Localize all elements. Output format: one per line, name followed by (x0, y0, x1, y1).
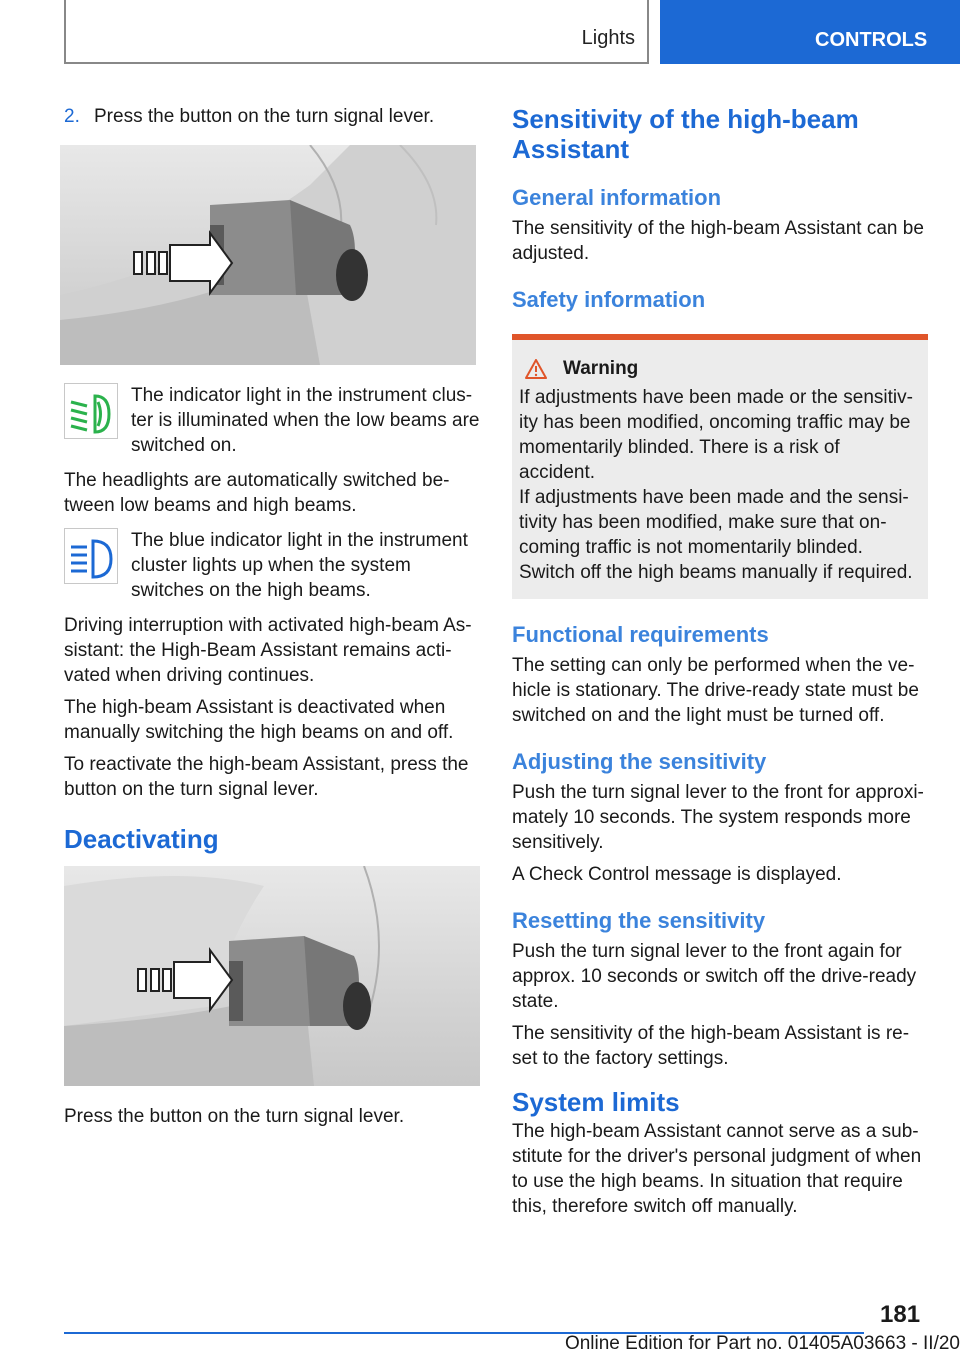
heading-deactivating: Deactivating (64, 824, 219, 854)
paragraph: The sensitivity of the high-beam Assistant can be adjusted. (512, 218, 924, 264)
heading-system-limits: System limits (512, 1087, 680, 1117)
lever-illustration (60, 145, 476, 365)
step-text: Press the button on the turn signal lever. (94, 106, 435, 127)
heading-sensitivity: Sensitivity of the high-beam Assistant (512, 104, 859, 164)
left-column (64, 104, 480, 1136)
low-beam-indicator-row (64, 383, 480, 458)
high-beam-indicator-icon (64, 528, 118, 584)
header-section-box (64, 0, 649, 64)
right-column (512, 104, 928, 1226)
paragraph: A Check Control message is displayed. (512, 864, 842, 885)
chapter-tab[interactable] (660, 0, 960, 64)
high-beam-indicator-row (64, 528, 480, 603)
step-item (64, 104, 480, 129)
chapter-tab-label: CONTROLS (815, 29, 928, 51)
paragraph: The sensitivity of the high-beam Assistant is re‐set to the factory settings. (512, 1023, 910, 1069)
paragraph: The headlights are automatically switched be‐tween low beams and high beams. (64, 470, 450, 516)
section-title: Lights (581, 27, 635, 49)
turn-signal-lever-image (60, 145, 476, 365)
low-beam-indicator-text: The indicator light in the instrument clus‐ter is illuminated when the low beams are switched on. (131, 385, 480, 456)
warning-triangle-icon (525, 359, 547, 379)
paragraph: Driving interruption with activated high-beam As‐sistant: the High-Beam Assistant remains acti‐vated when driving continues. (64, 615, 472, 686)
paragraph: The high-beam Assistant is deactivated when manually switching the high beams on and off. (64, 697, 454, 743)
warning-text: If adjustments have been made or the sensitiv‐ity has been modified, oncoming traffic may be momentarily blinded. There is a risk of accident. (519, 387, 913, 483)
warning-header (525, 356, 920, 381)
paragraph: To reactivate the high-beam Assistant, press the button on the turn signal lever. (64, 754, 469, 800)
heading-general-information: General information (512, 185, 722, 210)
low-beam-indicator-icon (64, 383, 118, 439)
heading-adjusting-sensitivity: Adjusting the sensitivity (512, 749, 767, 774)
heading-resetting-sensitivity: Resetting the sensitivity (512, 908, 766, 933)
image-caption: Press the button on the turn signal lever. (64, 1106, 405, 1127)
paragraph: The setting can only be performed when the ve‐hicle is stationary. The drive-ready state must be switched on and the light must be turned off. (512, 655, 919, 726)
heading-functional-requirements: Functional requirements (512, 622, 769, 647)
step-number: 2. (64, 106, 80, 127)
turn-signal-lever-image-2 (64, 866, 480, 1086)
warning-title: Warning (563, 358, 639, 379)
paragraph: The high-beam Assistant cannot serve as a sub‐stitute for the driver's personal judgment of when to use the high beams. In situation that require this, therefore switch off manually. (512, 1121, 922, 1217)
warning-text: If adjustments have been made and the sensi‐tivity has been modified, make sure that on‐coming traffic is not momentarily blinded. (519, 487, 909, 558)
warning-box (512, 334, 928, 599)
warning-text: Switch off the high beams manually if required. (519, 562, 913, 583)
page-number: 181 (880, 1301, 921, 1328)
paragraph: Push the turn signal lever to the front again for approx. 10 seconds or switch off the drive-ready state. (512, 941, 917, 1012)
footer-edition: Online Edition for Part no. 01405A03663 - II/20 (564, 1333, 960, 1354)
high-beam-indicator-text: The blue indicator light in the instrument cluster lights up when the system switches on the high beams. (131, 530, 468, 601)
paragraph: Push the turn signal lever to the front for approxi‐mately 10 seconds. The system responds more sensitively. (512, 782, 924, 853)
heading-safety-information: Safety information (512, 287, 706, 312)
lever-illustration-2 (64, 866, 480, 1086)
